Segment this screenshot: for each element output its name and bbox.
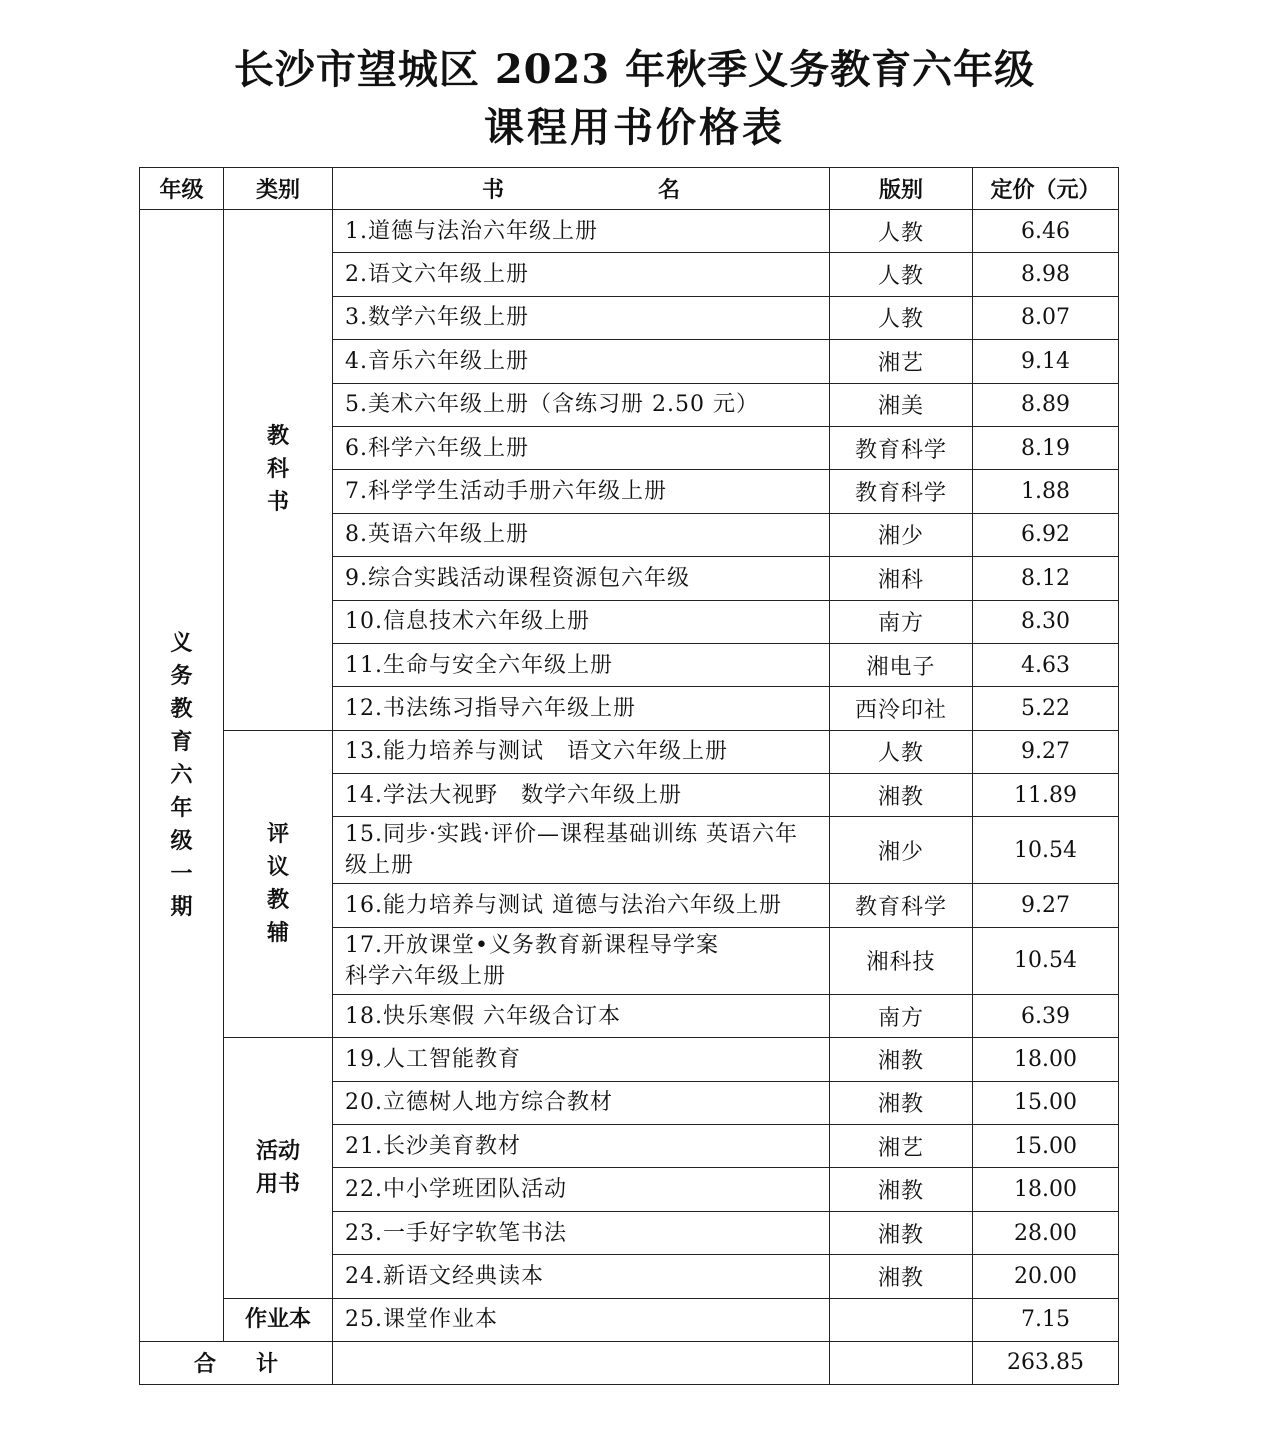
book-name-text: 20.立德树人地方综合教材 <box>345 1090 613 1116</box>
book-name <box>333 1168 830 1211</box>
page-title: 长沙市望城区 2023 年秋季义务教育六年级 <box>233 46 1036 93</box>
book-edition: 人教 <box>830 210 973 253</box>
book-edition: 湘少 <box>830 817 973 884</box>
book-edition <box>830 1298 973 1341</box>
book-edition: 湘教 <box>830 1168 973 1211</box>
book-name-text: 9.综合实践活动课程资源包六年级 <box>345 565 690 591</box>
book-name-text: 7.科学学生活动手册六年级上册 <box>345 479 667 505</box>
table-row <box>140 730 1119 773</box>
book-price: 15.00 <box>973 1125 1119 1168</box>
book-name <box>333 253 830 296</box>
header-grade: 年级 <box>140 168 224 210</box>
book-name <box>333 643 830 686</box>
book-price: 8.12 <box>973 557 1119 600</box>
book-edition: 教育科学 <box>830 470 973 513</box>
book-edition: 湘科技 <box>830 927 973 994</box>
book-price: 18.00 <box>973 1168 1119 1211</box>
book-name-text: 16.能力培养与测试 道德与法治六年级上册 <box>345 893 782 919</box>
book-name-text: 11.生命与安全六年级上册 <box>345 652 613 678</box>
book-name <box>333 513 830 556</box>
book-edition: 人教 <box>830 296 973 339</box>
book-name <box>333 1038 830 1081</box>
book-price: 9.27 <box>973 730 1119 773</box>
category-cell-workbook <box>224 1298 333 1341</box>
category-cell-textbook <box>224 210 333 731</box>
book-edition: 湘电子 <box>830 643 973 686</box>
book-edition: 湘美 <box>830 383 973 426</box>
book-name <box>333 884 830 927</box>
book-name <box>333 296 830 339</box>
book-price: 8.89 <box>973 383 1119 426</box>
book-price: 1.88 <box>973 470 1119 513</box>
book-name-text: 15.同步·实践·评价—课程基础训练 英语六年级上册 <box>345 822 798 879</box>
book-edition: 湘教 <box>830 1038 973 1081</box>
book-name <box>333 426 830 469</box>
book-name <box>333 730 830 773</box>
book-name-text: 25.课堂作业本 <box>345 1307 498 1333</box>
book-edition: 西泠印社 <box>830 687 973 730</box>
header-name: 书 名 <box>333 168 830 210</box>
book-edition: 人教 <box>830 730 973 773</box>
book-name-text: 5.美术六年级上册（含练习册 2.50 元） <box>345 392 759 418</box>
header-price: 定价（元） <box>973 168 1119 210</box>
book-price: 6.46 <box>973 210 1119 253</box>
book-edition: 人教 <box>830 253 973 296</box>
book-price: 8.07 <box>973 296 1119 339</box>
header-category: 类别 <box>224 168 333 210</box>
book-name-text: 4.音乐六年级上册 <box>345 348 529 374</box>
book-name <box>333 600 830 643</box>
total-empty-name <box>333 1341 830 1384</box>
book-name-text: 24.新语文经典读本 <box>345 1263 544 1289</box>
book-price: 7.15 <box>973 1298 1119 1341</box>
book-name-text: 19.人工智能教育 <box>345 1046 521 1072</box>
table-row <box>140 1298 1119 1341</box>
book-edition: 湘科 <box>830 557 973 600</box>
book-price: 8.98 <box>973 253 1119 296</box>
total-empty-edition <box>830 1341 973 1384</box>
category-cell-review <box>224 730 333 1038</box>
book-name <box>333 1298 830 1341</box>
book-edition: 教育科学 <box>830 884 973 927</box>
book-name-text: 12.书法练习指导六年级上册 <box>345 695 636 721</box>
book-price: 11.89 <box>973 774 1119 817</box>
book-price: 10.54 <box>973 817 1119 884</box>
book-name-text: 1.道德与法治六年级上册 <box>345 218 598 244</box>
book-name <box>333 1255 830 1298</box>
book-name-text: 21.长沙美育教材 <box>345 1133 521 1159</box>
book-name-text: 3.数学六年级上册 <box>345 305 529 331</box>
price-table <box>139 167 1119 1385</box>
book-name <box>333 817 830 884</box>
book-edition: 湘艺 <box>830 340 973 383</box>
book-edition: 南方 <box>830 600 973 643</box>
book-name <box>333 210 830 253</box>
book-edition: 南方 <box>830 994 973 1037</box>
book-name <box>333 994 830 1037</box>
book-edition: 湘少 <box>830 513 973 556</box>
header-edition: 版别 <box>830 168 973 210</box>
book-price: 10.54 <box>973 927 1119 994</box>
category-label: 作业本 <box>244 1306 311 1333</box>
book-name <box>333 470 830 513</box>
book-name <box>333 557 830 600</box>
book-price: 6.39 <box>973 994 1119 1037</box>
category-label: 活动用书 <box>255 1137 300 1197</box>
book-price: 15.00 <box>973 1081 1119 1124</box>
book-name-text: 18.快乐寒假 六年级合订本 <box>345 1003 621 1029</box>
book-name <box>333 687 830 730</box>
book-price: 8.19 <box>973 426 1119 469</box>
book-edition: 湘艺 <box>830 1125 973 1168</box>
book-name-text: 23.一手好字软笔书法 <box>345 1220 567 1246</box>
book-name-text: 14.学法大视野 数学六年级上册 <box>345 782 682 808</box>
total-label: 合计 <box>140 1341 333 1384</box>
table-row <box>140 210 1119 253</box>
book-name-text: 17.开放课堂•义务教育新课程导学案 <box>345 932 719 958</box>
book-price: 5.22 <box>973 687 1119 730</box>
book-name <box>333 1081 830 1124</box>
header-row <box>140 168 1119 210</box>
table-row <box>140 1038 1119 1081</box>
book-edition: 湘教 <box>830 774 973 817</box>
book-price: 8.30 <box>973 600 1119 643</box>
category-label: 教科书 <box>266 423 289 516</box>
book-price: 6.92 <box>973 513 1119 556</box>
book-price: 18.00 <box>973 1038 1119 1081</box>
category-cell-activity <box>224 1038 333 1298</box>
page-subtitle: 课程用书价格表 <box>484 104 785 151</box>
book-name-text: 8.英语六年级上册 <box>345 522 529 548</box>
category-label: 评议教辅 <box>266 820 289 946</box>
book-name <box>333 1211 830 1254</box>
book-name <box>333 383 830 426</box>
book-price: 20.00 <box>973 1255 1119 1298</box>
book-price: 28.00 <box>973 1211 1119 1254</box>
total-price: 263.85 <box>973 1341 1119 1384</box>
book-edition: 湘教 <box>830 1211 973 1254</box>
book-edition: 湘教 <box>830 1255 973 1298</box>
total-row <box>140 1341 1119 1384</box>
book-price: 9.27 <box>973 884 1119 927</box>
book-name-line2: 科学六年级上册 <box>345 963 507 989</box>
grade-cell <box>140 210 224 1342</box>
book-edition: 教育科学 <box>830 426 973 469</box>
book-price: 9.14 <box>973 340 1119 383</box>
book-name-text: 13.能力培养与测试 语文六年级上册 <box>345 739 728 765</box>
book-edition: 湘教 <box>830 1081 973 1124</box>
book-name <box>333 1125 830 1168</box>
book-name <box>333 340 830 383</box>
book-name-text: 22.中小学班团队活动 <box>345 1177 567 1203</box>
book-name-text: 10.信息技术六年级上册 <box>345 609 590 635</box>
book-name-text: 2.语文六年级上册 <box>345 262 529 288</box>
book-name <box>333 927 830 994</box>
book-name-text: 6.科学六年级上册 <box>345 435 529 461</box>
book-name <box>333 774 830 817</box>
grade-label: 义务教育六年级一期 <box>170 629 193 920</box>
book-price: 4.63 <box>973 643 1119 686</box>
